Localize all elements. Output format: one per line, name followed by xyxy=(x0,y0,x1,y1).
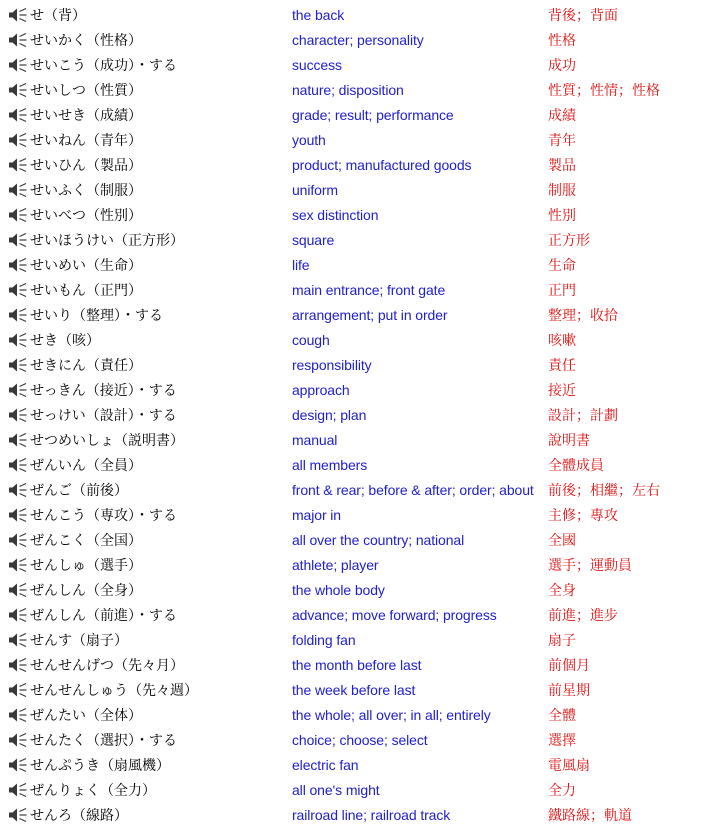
vocab-row xyxy=(0,727,720,752)
english-meaning: success xyxy=(292,56,342,73)
vocab-row xyxy=(0,127,720,152)
speaker-icon[interactable] xyxy=(8,777,30,802)
chinese-meaning: 鐵路線；軌道 xyxy=(548,807,632,824)
japanese-word: せいねん（青年） xyxy=(30,132,142,149)
chinese-meaning: 設計；計劃 xyxy=(548,407,618,424)
chinese-meaning: 責任 xyxy=(548,357,576,374)
chinese-meaning: 主修；專攻 xyxy=(548,507,618,524)
japanese-word: せいふく（制服） xyxy=(30,182,142,199)
vocab-row xyxy=(0,77,720,102)
vocab-row xyxy=(0,602,720,627)
speaker-icon[interactable] xyxy=(8,277,30,302)
chinese-meaning: 正方形 xyxy=(548,232,590,249)
speaker-icon[interactable] xyxy=(8,477,30,502)
chinese-meaning: 成績 xyxy=(548,107,576,124)
vocab-row xyxy=(0,802,720,827)
english-meaning: folding fan xyxy=(292,631,356,648)
chinese-meaning: 制服 xyxy=(548,182,576,199)
vocab-row xyxy=(0,202,720,227)
japanese-word: せき（咳） xyxy=(30,332,100,349)
english-meaning: the week before last xyxy=(292,681,416,698)
english-meaning: product; manufactured goods xyxy=(292,156,472,173)
chinese-meaning: 製品 xyxy=(548,157,576,174)
japanese-word: せんせんげつ（先々月） xyxy=(30,657,184,674)
japanese-word: せいこう（成功）・する xyxy=(30,57,177,74)
english-meaning: all one's might xyxy=(292,781,380,798)
english-meaning: uniform xyxy=(292,181,338,198)
chinese-meaning: 全力 xyxy=(548,782,576,799)
chinese-meaning: 性格 xyxy=(548,32,576,49)
chinese-meaning: 全體成員 xyxy=(548,457,604,474)
japanese-word: せんぷうき（扇風機） xyxy=(30,757,170,774)
japanese-word: せんす（扇子） xyxy=(30,632,128,649)
english-meaning: electric fan xyxy=(292,756,359,773)
vocab-row xyxy=(0,227,720,252)
chinese-meaning: 成功 xyxy=(548,57,576,74)
english-meaning: character; personality xyxy=(292,31,424,48)
chinese-meaning: 前星期 xyxy=(548,682,590,699)
japanese-word: ぜんりょく（全力） xyxy=(30,782,156,799)
english-meaning: approach xyxy=(292,381,350,398)
english-meaning: all members xyxy=(292,456,368,473)
japanese-word: ぜんしん（全身） xyxy=(30,582,142,599)
vocab-row xyxy=(0,652,720,677)
english-meaning: responsibility xyxy=(292,356,372,373)
speaker-icon[interactable] xyxy=(8,602,30,627)
vocab-row xyxy=(0,402,720,427)
speaker-icon[interactable] xyxy=(8,402,30,427)
chinese-meaning: 背後；背面 xyxy=(548,7,618,24)
speaker-icon[interactable] xyxy=(8,677,30,702)
japanese-word: せいほうけい（正方形） xyxy=(30,232,184,249)
chinese-meaning: 前個月 xyxy=(548,657,590,674)
speaker-icon[interactable] xyxy=(8,527,30,552)
english-meaning: arrangement; put in order xyxy=(292,306,448,323)
vocab-row xyxy=(0,527,720,552)
vocab-row xyxy=(0,427,720,452)
english-meaning: all over the country; national xyxy=(292,531,465,548)
japanese-word: せんこう（専攻）・する xyxy=(30,507,177,524)
speaker-icon[interactable] xyxy=(8,252,30,277)
japanese-word: せいり（整理）・する xyxy=(30,307,163,324)
vocab-row xyxy=(0,177,720,202)
japanese-word: ぜんしん（前進）・する xyxy=(30,607,177,624)
vocab-row xyxy=(0,327,720,352)
english-meaning: choice; choose; select xyxy=(292,731,428,748)
japanese-word: せいめい（生命） xyxy=(30,257,142,274)
speaker-icon[interactable] xyxy=(8,627,30,652)
english-meaning: sex distinction xyxy=(292,206,379,223)
japanese-word: せいかく（性格） xyxy=(30,32,142,49)
chinese-meaning: 生命 xyxy=(548,257,576,274)
vocab-row xyxy=(0,52,720,77)
chinese-meaning: 選擇 xyxy=(548,732,576,749)
vocab-row xyxy=(0,702,720,727)
speaker-icon[interactable] xyxy=(8,352,30,377)
speaker-icon[interactable] xyxy=(8,577,30,602)
speaker-icon[interactable] xyxy=(8,552,30,577)
vocabulary-list xyxy=(0,2,720,827)
japanese-word: せんたく（選択）・する xyxy=(30,732,177,749)
japanese-word: せいべつ（性別） xyxy=(30,207,142,224)
english-meaning: grade; result; performance xyxy=(292,106,454,123)
chinese-meaning: 咳嗽 xyxy=(548,332,576,349)
japanese-word: せ（背） xyxy=(30,7,86,24)
english-meaning: design; plan xyxy=(292,406,367,423)
speaker-icon[interactable] xyxy=(8,227,30,252)
speaker-icon[interactable] xyxy=(8,652,30,677)
english-meaning: square xyxy=(292,231,335,248)
japanese-word: せんろ（線路） xyxy=(30,807,128,824)
chinese-meaning: 性別 xyxy=(548,207,576,224)
vocab-row xyxy=(0,352,720,377)
english-meaning: the month before last xyxy=(292,656,422,673)
chinese-meaning: 說明書 xyxy=(548,432,590,449)
japanese-word: ぜんたい（全体） xyxy=(30,707,142,724)
english-meaning: major in xyxy=(292,506,341,523)
vocab-row xyxy=(0,277,720,302)
speaker-icon[interactable] xyxy=(8,752,30,777)
english-meaning: youth xyxy=(292,131,326,148)
chinese-meaning: 選手；運動員 xyxy=(548,557,632,574)
chinese-meaning: 性質；性情；性格 xyxy=(548,82,660,99)
english-meaning: front & rear; before & after; order; about xyxy=(292,481,534,498)
chinese-meaning: 前後；相繼；左右 xyxy=(548,482,660,499)
chinese-meaning: 青年 xyxy=(548,132,576,149)
english-meaning: advance; move forward; progress xyxy=(292,606,497,623)
english-meaning: railroad line; railroad track xyxy=(292,806,451,823)
english-meaning: the whole body xyxy=(292,581,385,598)
speaker-icon[interactable] xyxy=(8,452,30,477)
speaker-icon[interactable] xyxy=(8,152,30,177)
vocab-row xyxy=(0,252,720,277)
vocab-row xyxy=(0,677,720,702)
chinese-meaning: 全國 xyxy=(548,532,576,549)
vocab-row xyxy=(0,552,720,577)
vocab-row xyxy=(0,477,720,502)
english-meaning: cough xyxy=(292,331,330,348)
vocab-row xyxy=(0,577,720,602)
speaker-icon[interactable] xyxy=(8,302,30,327)
vocab-row xyxy=(0,752,720,777)
vocab-row xyxy=(0,302,720,327)
japanese-word: せんせんしゅう（先々週） xyxy=(30,682,198,699)
speaker-icon[interactable] xyxy=(8,127,30,152)
vocab-row xyxy=(0,27,720,52)
chinese-meaning: 整理；收拾 xyxy=(548,307,618,324)
japanese-word: せっきん（接近）・する xyxy=(30,382,177,399)
vocab-row xyxy=(0,502,720,527)
japanese-word: ぜんこく（全国） xyxy=(30,532,142,549)
speaker-icon[interactable] xyxy=(8,52,30,77)
vocab-row xyxy=(0,377,720,402)
speaker-icon[interactable] xyxy=(8,202,30,227)
english-meaning: the whole; all over; in all; entirely xyxy=(292,706,491,723)
english-meaning: manual xyxy=(292,431,338,448)
chinese-meaning: 扇子 xyxy=(548,632,576,649)
english-meaning: the back xyxy=(292,6,345,23)
english-meaning: athlete; player xyxy=(292,556,379,573)
japanese-word: せいもん（正門） xyxy=(30,282,142,299)
chinese-meaning: 前進；進步 xyxy=(548,607,618,624)
chinese-meaning: 全身 xyxy=(548,582,576,599)
japanese-word: ぜんご（前後） xyxy=(30,482,128,499)
vocab-row xyxy=(0,2,720,27)
chinese-meaning: 電風扇 xyxy=(548,757,590,774)
english-meaning: main entrance; front gate xyxy=(292,281,446,298)
japanese-word: せいせき（成績） xyxy=(30,107,142,124)
speaker-icon[interactable] xyxy=(8,102,30,127)
speaker-icon[interactable] xyxy=(8,727,30,752)
vocab-row xyxy=(0,777,720,802)
japanese-word: せいしつ（性質） xyxy=(30,82,142,99)
chinese-meaning: 正門 xyxy=(548,282,576,299)
speaker-icon[interactable] xyxy=(8,27,30,52)
speaker-icon[interactable] xyxy=(8,2,30,27)
english-meaning: nature; disposition xyxy=(292,81,404,98)
chinese-meaning: 接近 xyxy=(548,382,576,399)
speaker-icon[interactable] xyxy=(8,77,30,102)
chinese-meaning: 全體 xyxy=(548,707,576,724)
speaker-icon[interactable] xyxy=(8,327,30,352)
speaker-icon[interactable] xyxy=(8,802,30,827)
vocab-row xyxy=(0,102,720,127)
vocab-row xyxy=(0,627,720,652)
speaker-icon[interactable] xyxy=(8,702,30,727)
japanese-word: せいひん（製品） xyxy=(30,157,142,174)
english-meaning: life xyxy=(292,256,310,273)
speaker-icon[interactable] xyxy=(8,502,30,527)
japanese-word: ぜんいん（全員） xyxy=(30,457,142,474)
japanese-word: せきにん（責任） xyxy=(30,357,142,374)
speaker-icon[interactable] xyxy=(8,377,30,402)
speaker-icon[interactable] xyxy=(8,177,30,202)
vocab-row xyxy=(0,152,720,177)
japanese-word: せっけい（設計）・する xyxy=(30,407,177,424)
vocab-row xyxy=(0,452,720,477)
speaker-icon[interactable] xyxy=(8,427,30,452)
japanese-word: せつめいしょ（説明書） xyxy=(30,432,184,449)
japanese-word: せんしゅ（選手） xyxy=(30,557,142,574)
